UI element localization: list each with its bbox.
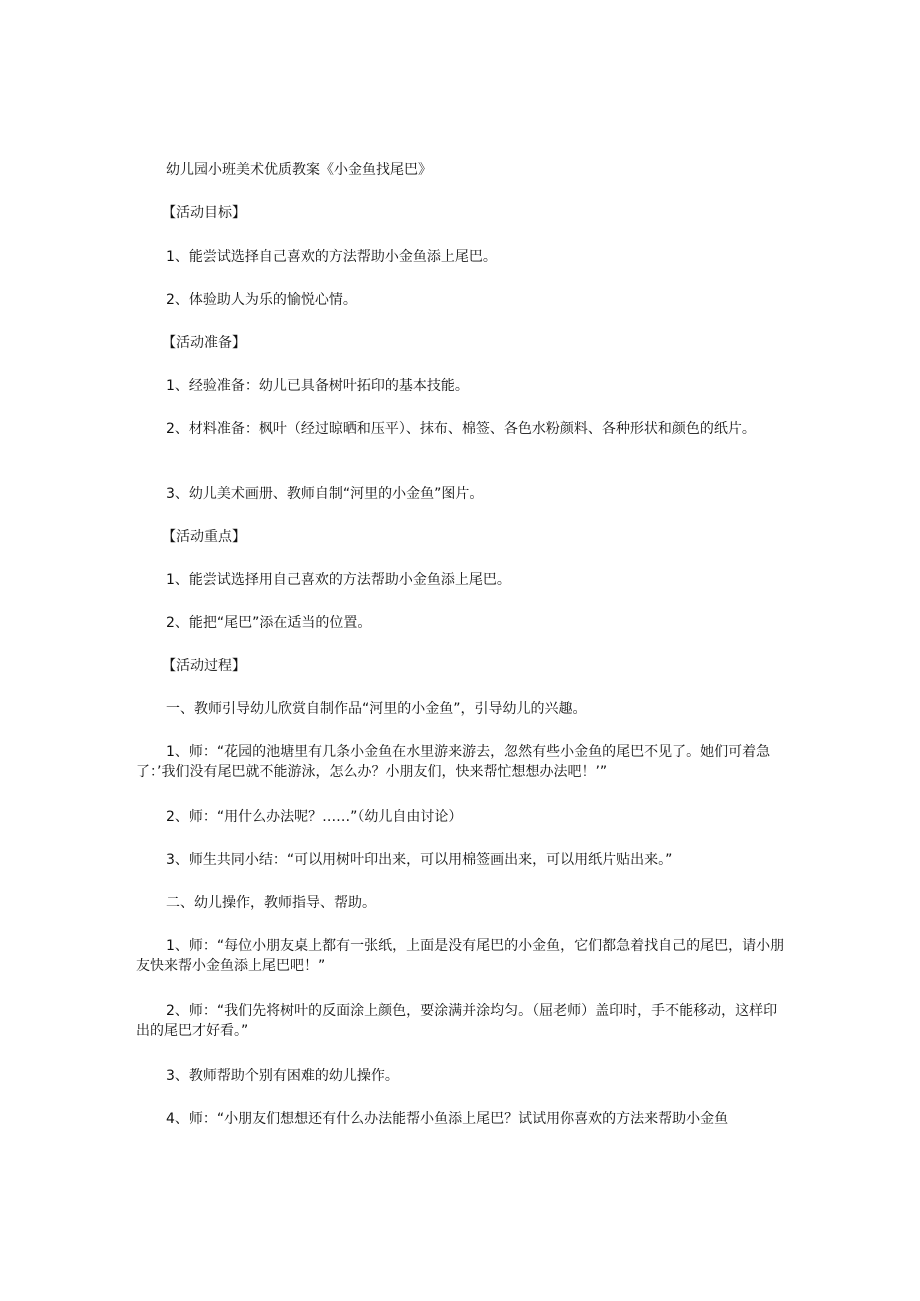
process-part1-item-3: 3、师生共同小结：“可以用树叶印出来，可以用棉签画出来，可以用纸片贴出来。” <box>166 852 673 868</box>
process-part2-title: 二、幼儿操作，教师指导、帮助。 <box>166 895 376 911</box>
process-part1-item-2: 2、师：“用什么办法呢？……”（幼儿自由讨论） <box>166 809 463 825</box>
process-part1-title: 一、教师引导幼儿欣赏自制作品“河里的小金鱼”，引导幼儿的兴趣。 <box>166 701 587 717</box>
goal-item-2: 2、体验助人为乐的愉悦心情。 <box>166 292 357 308</box>
section-heading-process: 【活动过程】 <box>162 658 246 674</box>
process-part2-item-3: 3、教师帮助个别有困难的幼儿操作。 <box>166 1068 399 1084</box>
process-part2-item-2: 2、师：“我们先将树叶的反面涂上颜色，要涂满并涂均匀。（屈老师）盖印时，手不能移动，这样印出的尾巴才好看。” <box>136 1003 778 1039</box>
preparation-item-2: 2、材料准备：枫叶（经过晾晒和压平）、抹布、棉签、各色水粉颜料、各种形状和颜色的纸片。 <box>166 421 756 437</box>
process-part2-item-1: 1、师：“每位小朋友桌上都有一张纸，上面是没有尾巴的小金鱼，它们都急着找自己的尾巴，请小朋友快来帮小金鱼添上尾巴吧！” <box>136 938 785 974</box>
goal-item-1: 1、能尝试选择自己喜欢的方法帮助小金鱼添上尾巴。 <box>166 249 497 265</box>
key-point-item-1: 1、能尝试选择用自己喜欢的方法帮助小金鱼添上尾巴。 <box>166 572 511 588</box>
process-part1-item-1: 1、师：“花园的池塘里有几条小金鱼在水里游来游去，忽然有些小金鱼的尾巴不见了。她们可着急了：’我们没有尾巴就不能游泳，怎么办？小朋友们，快来帮忙想想办法吧！’” <box>136 744 771 780</box>
preparation-item-3: 3、幼儿美术画册、教师自制“河里的小金鱼”图片。 <box>166 486 484 502</box>
section-heading-preparation: 【活动准备】 <box>162 335 246 351</box>
section-heading-goals: 【活动目标】 <box>162 205 246 221</box>
process-part2-item-4: 4、师：“小朋友们想想还有什么办法能帮小鱼添上尾巴？试试用你喜欢的方法来帮助小金鱼 <box>166 1111 729 1127</box>
preparation-item-1: 1、经验准备：幼儿已具备树叶拓印的基本技能。 <box>166 378 469 394</box>
key-point-item-2: 2、能把“尾巴”添在适当的位置。 <box>166 615 372 631</box>
document-title: 幼儿园小班美术优质教案《小金鱼找尾巴》 <box>166 162 432 178</box>
section-heading-key-points: 【活动重点】 <box>162 529 246 545</box>
